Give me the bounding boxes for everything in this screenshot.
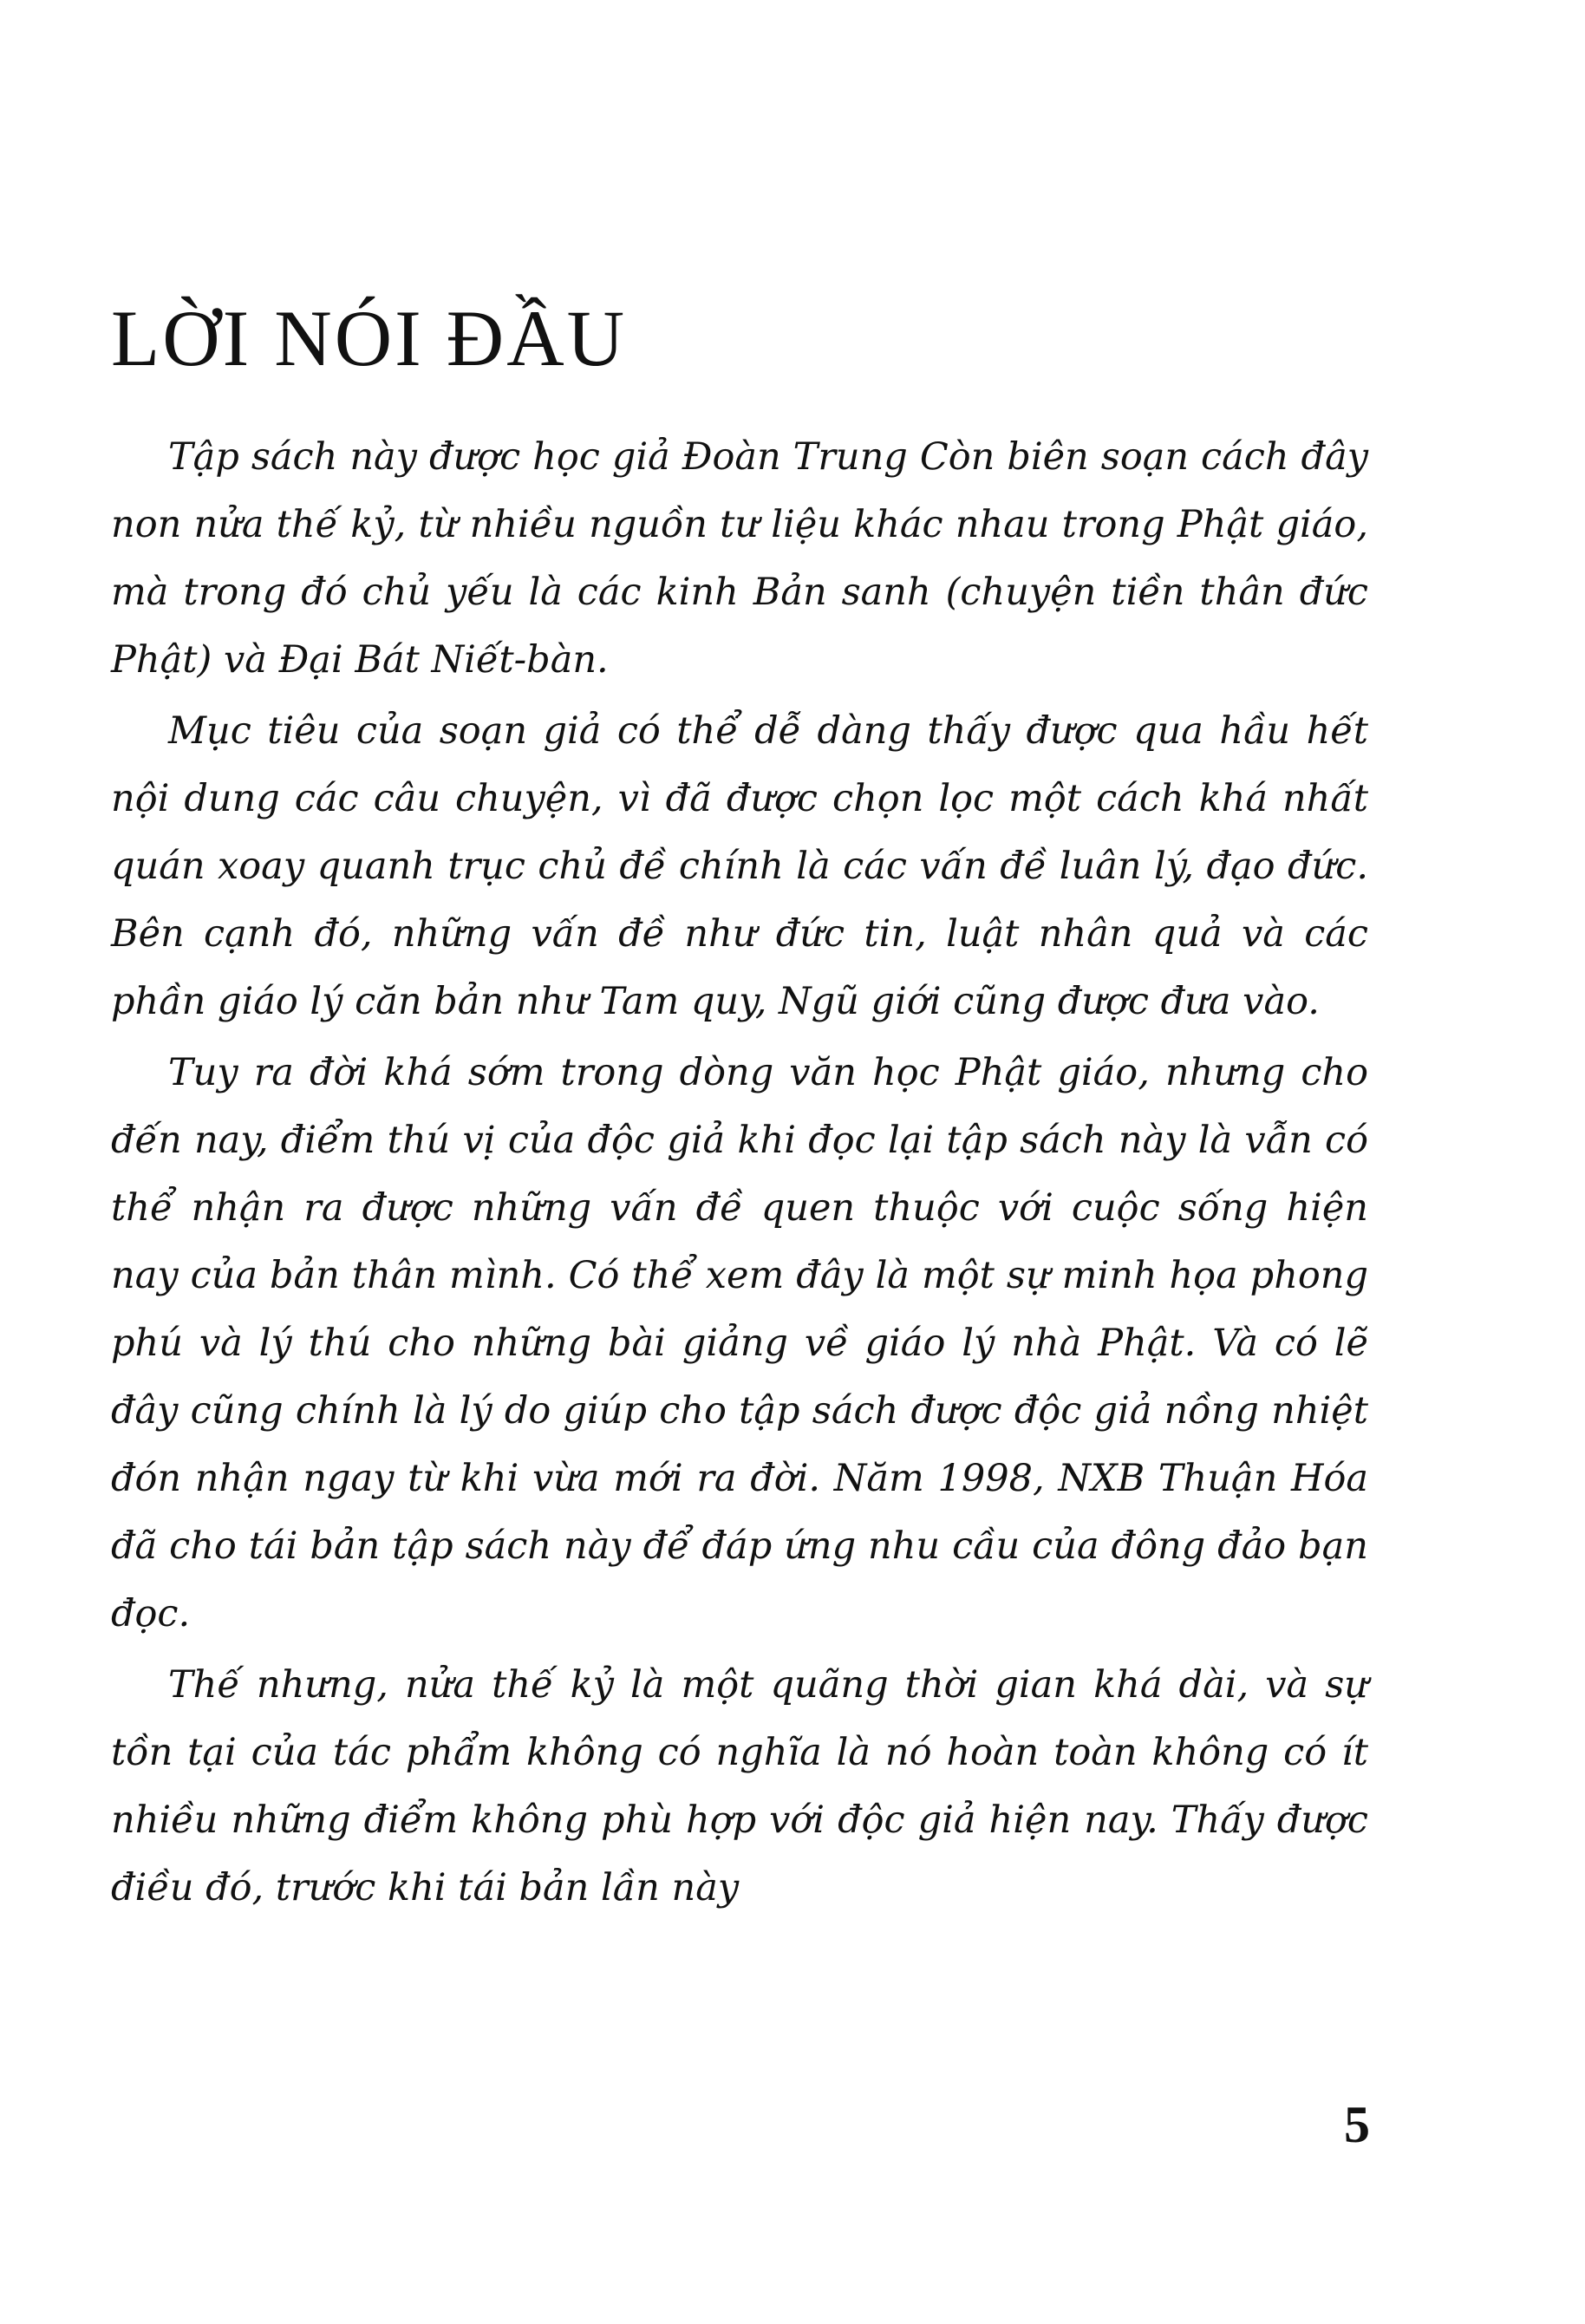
paragraph-2: Mục tiêu của soạn giả có thể dễ dàng thấy được qua hầu hết nội dung các câu chuyện, vì đã được chọn lọc một cách khá nhất quán xoay quanh trục chủ đề chính là các vấn đề luân lý, đạo đức. Bên cạnh đó, những vấn đề như đức tin, luật nhân quả và các phần giáo lý căn bản như Tam quy, Ngũ giới cũng được đưa vào. [111, 709, 1368, 1023]
paragraph-4: Thế nhưng, nửa thế kỷ là một quãng thời gian khá dài, và sự tồn tại của tác phẩm không có nghĩa là nó hoàn toàn không có ít nhiều những điểm không phù hợp với độc giả hiện nay. Thấy được điều đó, trước khi tái bản lần này [111, 1663, 1368, 1909]
chapter-title: LỜI NÓI ĐẦU [111, 294, 628, 382]
paragraph-3: Tuy ra đời khá sớm trong dòng văn học Phật giáo, nhưng cho đến nay, điểm thú vị của độc giả khi đọc lại tập sách này là vẫn có thể nhận ra được những vấn đề quen thuộc với cuộc sống hiện nay của bản thân mình. Có thể xem đây là một sự minh họa phong phú và lý thú cho những bài giảng về giáo lý nhà Phật. Và có lẽ đây cũng chính là lý do giúp cho tập sách được độc giả nồng nhiệt đón nhận ngay từ khi vừa mới ra đời. Năm 1998, NXB Thuận Hóa đã cho tái bản tập sách này để đáp ứng nhu cầu của đông đảo bạn đọc. [111, 1051, 1368, 1635]
paragraph-1: Tập sách này được học giả Đoàn Trung Còn biên soạn cách đây non nửa thế kỷ, từ nhiều nguồn tư liệu khác nhau trong Phật giáo, mà trong đó chủ yếu là các kinh Bản sanh (chuyện tiền thân đức Phật) và Đại Bát Niết-bàn. [111, 435, 1368, 682]
body-text [111, 423, 1368, 1925]
page-number: 5 [1344, 2096, 1370, 2153]
